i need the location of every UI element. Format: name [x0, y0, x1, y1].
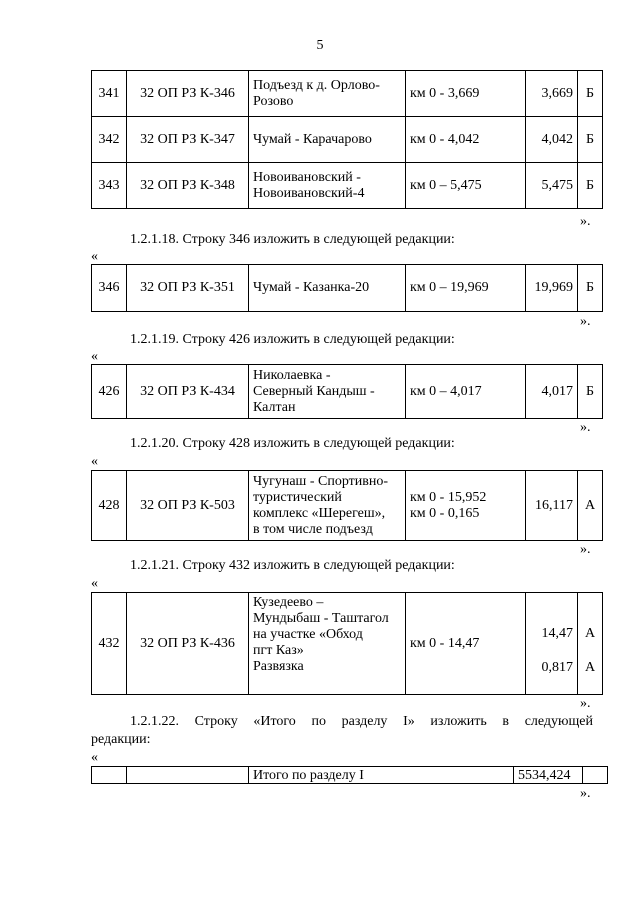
table-row	[92, 117, 603, 163]
road-category: Б	[578, 365, 603, 419]
table-row	[92, 471, 603, 541]
page-number: 5	[316, 38, 324, 53]
road-name: Чугунаш - Спортивно- туристический комплекс «Шерегеш», в том числе подъезд	[249, 471, 406, 541]
table-row	[92, 593, 603, 695]
road-category: Б	[578, 265, 603, 312]
road-km: км 0 - 4,042	[406, 117, 526, 163]
table-row	[92, 767, 608, 784]
table-row	[92, 163, 603, 209]
road-code: 32 ОП РЗ К-436	[127, 593, 249, 695]
road-name: Кузедеево – Мундыбаш - Таштагол на участке «Обход пгт Каз» Развязка	[249, 593, 406, 695]
road-name: Новоивановский - Новоивановский-4	[249, 163, 406, 209]
road-km: км 0 - 15,952 км 0 - 0,165	[406, 471, 526, 541]
row-432-table	[91, 592, 603, 695]
road-code: 32 ОП РЗ К-351	[127, 265, 249, 312]
road-code: 32 ОП РЗ К-346	[127, 71, 249, 117]
road-category: Б	[578, 163, 603, 209]
road-code: 32 ОП РЗ К-503	[127, 471, 249, 541]
paragraph-1-2-1-20: 1.2.1.20. Строку 428 изложить в следующей редакции:	[130, 436, 455, 451]
road-length: 5,475	[526, 163, 578, 209]
road-name: Чумай - Казанка-20	[249, 265, 406, 312]
row-346-table	[91, 264, 603, 312]
road-length: 4,017	[526, 365, 578, 419]
road-category: Б	[578, 117, 603, 163]
open-quote: «	[91, 454, 98, 469]
total-label: Итого по разделу I	[249, 767, 514, 784]
row-number: 428	[92, 471, 127, 541]
table-row	[92, 71, 603, 117]
road-km: км 0 – 4,017	[406, 365, 526, 419]
row-number: 341	[92, 71, 127, 117]
row-number: 342	[92, 117, 127, 163]
road-length: 19,969	[526, 265, 578, 312]
road-km: км 0 - 3,669	[406, 71, 526, 117]
open-quote: «	[91, 750, 98, 765]
paragraph-1-2-1-18: 1.2.1.18. Строку 346 изложить в следующей редакции:	[130, 232, 455, 247]
road-length: 4,042	[526, 117, 578, 163]
close-quote: ».	[580, 786, 591, 801]
road-km: км 0 - 14,47	[406, 593, 526, 695]
road-length: 3,669	[526, 71, 578, 117]
roads-table	[91, 70, 603, 209]
row-426-table	[91, 364, 603, 419]
table-row	[92, 365, 603, 419]
road-code: 32 ОП РЗ К-348	[127, 163, 249, 209]
total-length: 5534,424	[514, 767, 583, 784]
paragraph-1-2-1-19: 1.2.1.19. Строку 426 изложить в следующей редакции:	[130, 332, 455, 347]
table-row	[92, 265, 603, 312]
open-quote: «	[91, 576, 98, 591]
road-name: Подъезд к д. Орлово- Розово	[249, 71, 406, 117]
close-quote: ».	[580, 420, 591, 435]
close-quote: ».	[580, 214, 591, 229]
paragraph-1-2-1-22: 1.2.1.22. Строку «Итого по разделу I» изложить в следующей	[130, 714, 593, 729]
road-name: Николаевка - Северный Кандыш - Калтан	[249, 365, 406, 419]
row-number: 432	[92, 593, 127, 695]
road-category: А А	[578, 593, 603, 695]
open-quote: «	[91, 349, 98, 364]
road-name: Чумай - Карачарово	[249, 117, 406, 163]
row-number: 346	[92, 265, 127, 312]
road-length: 14,47 0,817	[526, 593, 578, 695]
close-quote: ».	[580, 696, 591, 711]
row-number: 343	[92, 163, 127, 209]
road-category	[583, 767, 608, 784]
road-code	[127, 767, 249, 784]
road-code: 32 ОП РЗ К-434	[127, 365, 249, 419]
open-quote: «	[91, 249, 98, 264]
close-quote: ».	[580, 542, 591, 557]
row-number: 426	[92, 365, 127, 419]
road-category: А	[578, 471, 603, 541]
paragraph-1-2-1-22-cont: редакции:	[91, 732, 151, 747]
row-number	[92, 767, 127, 784]
road-length: 16,117	[526, 471, 578, 541]
close-quote: ».	[580, 314, 591, 329]
row-428-table	[91, 470, 603, 541]
paragraph-1-2-1-21: 1.2.1.21. Строку 432 изложить в следующей редакции:	[130, 558, 455, 573]
road-km: км 0 – 5,475	[406, 163, 526, 209]
road-category: Б	[578, 71, 603, 117]
total-row-table	[91, 766, 608, 784]
road-code: 32 ОП РЗ К-347	[127, 117, 249, 163]
road-km: км 0 – 19,969	[406, 265, 526, 312]
